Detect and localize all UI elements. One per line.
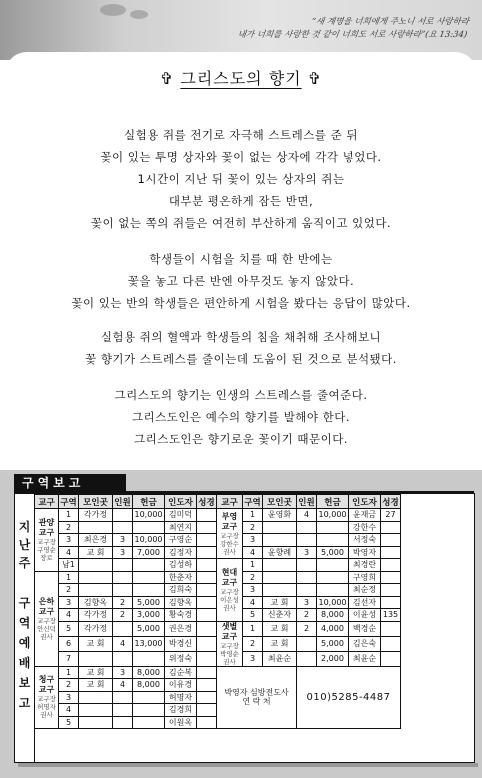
table-cell [381, 636, 401, 651]
area-name: 현대교구 [221, 567, 238, 587]
table-cell: 윤향례 [263, 546, 297, 559]
table-cell [197, 584, 217, 597]
table-cell: 2 [113, 609, 133, 622]
column-header: 인원 [113, 495, 133, 509]
table-cell [79, 704, 113, 717]
table-cell: 5,000 [133, 621, 165, 636]
table-cell: 135 [381, 609, 401, 622]
paragraph-line: 그리스도인은 향기로운 꽃이기 때문이다. [134, 432, 348, 446]
side-label-char: 예 [18, 636, 31, 650]
table-cell: 3 [59, 596, 79, 609]
area-leader: 강한수 [220, 539, 239, 548]
table-cell [197, 509, 217, 522]
table-cell: 백경순 [349, 621, 381, 636]
area-leader: 허명자 [37, 703, 56, 712]
area-extra: 권사 [40, 632, 53, 641]
table-cell [113, 716, 133, 729]
table-cell: 4 [243, 546, 263, 559]
table-cell [113, 584, 133, 597]
table-cell [133, 716, 165, 729]
table-cell: 5 [59, 716, 79, 729]
side-label-char: 지 [18, 520, 31, 534]
table-cell: 김경희 [165, 704, 197, 717]
paragraph-line: 꽃이 없는 쪽의 쥐들은 여전히 부산하게 움직이고 있었다. [90, 216, 392, 230]
table-cell: 3 [59, 691, 79, 704]
area-leader-title: 교구장 [220, 587, 239, 596]
table-cell: 8,000 [133, 679, 165, 692]
table-cell: 4,000 [317, 621, 349, 636]
table-cell [197, 636, 217, 651]
table-cell: 김순복 [165, 666, 197, 679]
table-cell: 윤재금 [349, 509, 381, 522]
paragraph-line: 실험용 쥐의 혈액과 학생들의 침을 채취해 조사해보니 [100, 330, 382, 344]
column-header: 성경 [197, 495, 217, 509]
table-cell: 1 [59, 509, 79, 522]
table-cell: 권은경 [165, 621, 197, 636]
table-cell: 김향옥 [165, 596, 197, 609]
table-cell: 1 [59, 666, 79, 679]
table-shadow [18, 763, 478, 767]
contact-phone: 010)5285-4487 [297, 666, 401, 729]
table-cell: 2 [243, 521, 263, 534]
table-cell: 각가정 [79, 509, 113, 522]
table-cell [197, 716, 217, 729]
area-name: 샛별교구 [221, 621, 238, 641]
paragraph [0, 248, 482, 314]
table-cell: 2 [297, 609, 317, 622]
table-cell: 7,000 [133, 546, 165, 559]
table-cell [381, 571, 401, 584]
column-header: 헌금 [133, 495, 165, 509]
table-cell [263, 559, 297, 572]
table-cell: 교 회 [79, 546, 113, 559]
table-cell [197, 609, 217, 622]
table-cell [113, 571, 133, 584]
column-header: 모인곳 [263, 495, 297, 509]
paragraph-line: 그리스도의 향기는 인생의 스트레스를 줄여준다. [114, 388, 368, 402]
table-cell: 교 회 [263, 596, 297, 609]
table-cell: 5 [243, 609, 263, 622]
table-cell: 3 [113, 666, 133, 679]
table-cell [381, 534, 401, 547]
table-cell: 김성하 [165, 559, 197, 572]
table-cell [79, 559, 113, 572]
scripture-verse [166, 16, 470, 42]
area-cell [217, 509, 243, 559]
area-leader-title: 교구장 [220, 531, 239, 540]
table-cell: 2 [59, 584, 79, 597]
table-cell [263, 584, 297, 597]
paragraph-line: 학생들이 시험을 치를 때 한 반에는 [149, 252, 333, 266]
table-cell: 김선자 [349, 596, 381, 609]
verse-line: “새 계명을 너희에게 주노니 서로 사랑하라 [310, 17, 470, 27]
table-cell: 김정자 [165, 546, 197, 559]
side-label-char: 보 [18, 676, 31, 690]
table-cell [113, 559, 133, 572]
table-cell: 이윤성 [349, 609, 381, 622]
verse-line: 내가 너희를 사랑한 것 같이 너희도 서로 사랑하라”(요 13:34) [236, 30, 468, 40]
table-cell: 박영자 [349, 546, 381, 559]
table-cell [297, 651, 317, 666]
table-cell: 한춘자 [165, 571, 197, 584]
table-cell: 8,000 [317, 609, 349, 622]
table-cell [297, 559, 317, 572]
table-cell: 2 [243, 571, 263, 584]
table-cell [317, 559, 349, 572]
table-cell: 5 [59, 621, 79, 636]
table-cell: 위정숙 [165, 651, 197, 666]
article-title [0, 66, 482, 89]
table-cell: 6 [59, 636, 79, 651]
table-cell: 4 [113, 679, 133, 692]
table-cell [113, 704, 133, 717]
table-cell: 박경신 [165, 636, 197, 651]
table-cell [297, 571, 317, 584]
table-cell: 8,000 [133, 666, 165, 679]
table-cell: 3 [59, 534, 79, 547]
table-row [35, 666, 401, 679]
paragraph-line: 꽃이 있는 반의 학생들은 편안하게 시험을 봤다는 응답이 많았다. [71, 296, 411, 310]
column-header: 구역 [59, 495, 79, 509]
table-cell [197, 534, 217, 547]
table-cell [381, 521, 401, 534]
area-extra: 권사 [223, 603, 236, 612]
table-cell [263, 571, 297, 584]
table-cell [133, 571, 165, 584]
contact-title: 박영자 심방전도사 [224, 688, 289, 698]
table-cell: 이유경 [165, 679, 197, 692]
table-header-row [35, 495, 401, 509]
article-title-text: 그리스도의 향기 [180, 69, 302, 88]
column-header: 교구 [217, 495, 243, 509]
table-cell: 최순정 [349, 584, 381, 597]
table-cell: 4 [59, 609, 79, 622]
table-cell: 2 [59, 521, 79, 534]
paragraph-line: 대부분 평온하게 잠든 반면, [168, 194, 314, 208]
table-cell [197, 559, 217, 572]
table-cell [317, 571, 349, 584]
table-cell: 10,000 [318, 510, 347, 520]
table-cell: 2,000 [317, 651, 349, 666]
column-header: 헌금 [317, 495, 349, 509]
table-cell: 1 [243, 559, 263, 572]
column-header: 인도자 [165, 495, 197, 509]
side-label-char: 난 [18, 538, 31, 552]
table-cell: 4 [243, 596, 263, 609]
table-cell: 교 회 [79, 679, 113, 692]
table-cell [381, 596, 401, 609]
table-cell: 2 [113, 596, 133, 609]
table-cell: 강한수 [349, 521, 381, 534]
table-cell [381, 584, 401, 597]
area-extra: 권사 [40, 711, 53, 720]
paragraph [0, 124, 482, 234]
area-leader-title: 교구장 [37, 695, 56, 704]
cross-icon: ✞ [159, 69, 175, 88]
table-cell [133, 521, 165, 534]
side-label [15, 494, 35, 762]
paragraph [0, 326, 482, 370]
table-cell [381, 651, 401, 666]
table-cell [113, 691, 133, 704]
table-cell [317, 521, 349, 534]
table-cell: 5,000 [317, 546, 349, 559]
table-cell: 3 [297, 596, 317, 609]
table-row [35, 559, 401, 572]
table-cell [79, 521, 113, 534]
table-cell: 2 [59, 679, 79, 692]
table-cell: 4 [59, 546, 79, 559]
table-cell: 10,000 [134, 535, 163, 545]
area-extra: 장로 [40, 553, 53, 562]
table-cell [197, 651, 217, 666]
area-leader: 이은성 [220, 595, 239, 604]
table-cell: 윤영화 [263, 509, 297, 522]
table-cell [79, 584, 113, 597]
table-cell [133, 691, 165, 704]
area-cell [35, 509, 59, 572]
table-cell: 1 [243, 621, 263, 636]
table-cell [113, 509, 133, 522]
area-cell [35, 666, 59, 729]
table-cell [197, 571, 217, 584]
area-cell [35, 571, 59, 666]
side-label-char: 배 [18, 656, 31, 670]
table-cell: 각가정 [79, 621, 113, 636]
column-header: 구역 [243, 495, 263, 509]
table-row [35, 621, 401, 636]
table-cell: 신춘자 [263, 609, 297, 622]
column-header: 인원 [297, 495, 317, 509]
table-cell: 10,000 [134, 510, 163, 520]
table-cell: 최연지 [165, 521, 197, 534]
table-cell [133, 651, 165, 666]
table-cell: 4 [59, 704, 79, 717]
area-extra: 권사 [223, 547, 236, 556]
table-cell: 10,000 [318, 597, 347, 607]
table-cell: 3,000 [133, 609, 165, 622]
table-cell: 황숙경 [165, 609, 197, 622]
table-cell: 3 [113, 546, 133, 559]
area-leader-title: 교구장 [220, 641, 239, 650]
column-header: 성경 [381, 495, 401, 509]
table-cell [133, 559, 165, 572]
contact-caption: 연 락 처 [242, 697, 271, 707]
table-cell: 각가정 [79, 609, 113, 622]
paragraph [0, 384, 482, 450]
area-extra: 권사 [223, 657, 236, 666]
table-cell: 남1 [59, 559, 79, 572]
area-cell [217, 621, 243, 666]
table-cell [317, 534, 349, 547]
table-cell: 최은경 [79, 534, 113, 547]
table-cell: 3 [297, 546, 317, 559]
table-cell: 5,000 [317, 636, 349, 651]
table-cell: 1 [59, 571, 79, 584]
table-cell: 최윤순 [263, 651, 297, 666]
table-cell: 7 [59, 651, 79, 666]
side-label-char: 고 [18, 696, 31, 710]
table-cell [381, 621, 401, 636]
table-cell [317, 584, 349, 597]
table-cell: 이원옥 [165, 716, 197, 729]
area-leader: 안신덕 [37, 624, 56, 633]
paragraph-line: 꽃이 있는 투명 상자와 꽃이 없는 상자에 각각 넣었다. [100, 150, 382, 164]
table-cell: 3 [113, 534, 133, 547]
paragraph-line: 실험용 쥐를 전기로 자극해 스트레스를 준 뒤 [124, 128, 358, 142]
table-cell [381, 559, 401, 572]
area-leader-title: 교구장 [37, 537, 56, 546]
table-cell [197, 691, 217, 704]
table-cell: 27 [381, 509, 401, 522]
table-cell [297, 521, 317, 534]
table-cell: 구영희 [349, 571, 381, 584]
column-header: 모인곳 [79, 495, 113, 509]
leaf-decoration [100, 4, 126, 16]
table-cell: 최경란 [349, 559, 381, 572]
table-cell: 김희숙 [165, 584, 197, 597]
cell-report-table [14, 493, 475, 763]
paragraph-line: 꽃을 놓고 다른 반엔 아무것도 놓지 않았다. [127, 274, 355, 288]
table-cell: 3 [243, 534, 263, 547]
table-cell [113, 521, 133, 534]
table-cell: 2 [243, 636, 263, 651]
table-cell: 교 회 [79, 666, 113, 679]
table-cell [133, 704, 165, 717]
column-header: 교구 [35, 495, 59, 509]
table-cell: 교 회 [79, 636, 113, 651]
area-name: 부영교구 [221, 511, 238, 531]
table-cell [133, 584, 165, 597]
area-leader-title: 교구장 [37, 616, 56, 625]
report-table [34, 494, 401, 729]
table-cell [79, 651, 113, 666]
area-name: 청구교구 [38, 675, 55, 695]
table-cell: 허명자 [165, 691, 197, 704]
area-leader: 구영순 [37, 545, 56, 554]
table-cell: 최윤순 [349, 651, 381, 666]
paragraph-line: 그리스도인은 예수의 향기를 발해야 한다. [131, 410, 351, 424]
side-label-char: 역 [18, 616, 31, 630]
table-cell: 13,000 [133, 636, 165, 651]
table-cell: 구영순 [165, 534, 197, 547]
paragraph-line: 1시간이 지난 뒤 꽃이 있는 상자의 쥐는 [137, 172, 345, 186]
cross-icon: ✞ [307, 69, 323, 88]
table-cell: 2 [297, 621, 317, 636]
table-cell [197, 596, 217, 609]
table-cell: 김향옥 [79, 596, 113, 609]
table-cell: 4 [113, 636, 133, 651]
table-cell [197, 621, 217, 636]
report-section-title: 구역보고 [14, 474, 126, 492]
table-cell: 김은숙 [349, 636, 381, 651]
table-cell [381, 546, 401, 559]
table-cell: 교 회 [263, 636, 297, 651]
area-name: 관양교구 [38, 517, 55, 537]
table-row [35, 509, 401, 522]
table-cell: 1 [243, 509, 263, 522]
table-cell [263, 521, 297, 534]
table-cell [297, 534, 317, 547]
table-cell [79, 691, 113, 704]
paragraph-line: 꽃 향기가 스트레스를 줄이는데 도움이 된 것으로 분석됐다. [85, 352, 397, 366]
table-cell [197, 546, 217, 559]
table-cell [197, 666, 217, 679]
table-cell: 서정숙 [349, 534, 381, 547]
table-cell [297, 584, 317, 597]
side-label-char: 구 [18, 596, 31, 610]
table-cell: 3 [243, 651, 263, 666]
table-cell [263, 534, 297, 547]
column-header: 인도자 [349, 495, 381, 509]
table-cell [79, 716, 113, 729]
table-cell [197, 521, 217, 534]
table-cell: 4 [297, 509, 317, 522]
table-cell [79, 571, 113, 584]
table-cell: 김미덕 [165, 509, 197, 522]
area-name: 은하교구 [38, 596, 55, 616]
table-cell: 3 [243, 584, 263, 597]
table-cell [197, 679, 217, 692]
table-cell [113, 621, 133, 636]
side-label-char: 주 [18, 556, 31, 570]
area-cell [217, 559, 243, 622]
table-cell: 5,000 [133, 596, 165, 609]
table-cell [297, 636, 317, 651]
area-leader: 박영순 [220, 649, 239, 658]
table-cell: 교 회 [263, 621, 297, 636]
table-cell [113, 651, 133, 666]
contact-label [217, 666, 297, 729]
table-cell [197, 704, 217, 717]
leaf-decoration [130, 10, 148, 19]
